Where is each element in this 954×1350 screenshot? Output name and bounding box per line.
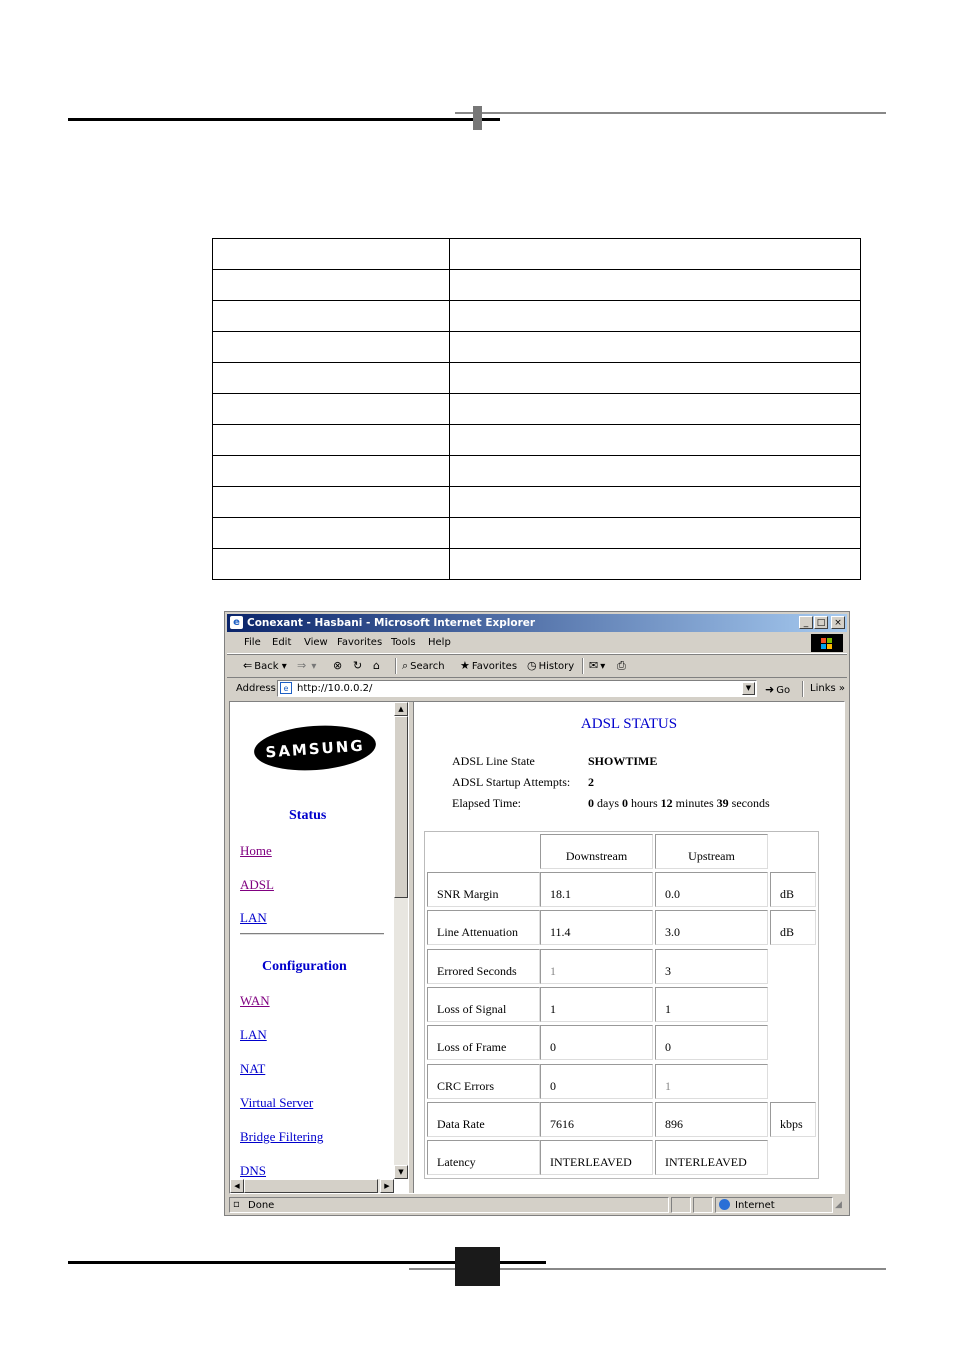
history-label: History	[538, 661, 575, 672]
back-arrow-icon: ⇐	[243, 659, 253, 672]
column-header-downstream: Downstream	[540, 834, 653, 869]
empty-document-table	[212, 238, 861, 580]
row-label: Latency	[427, 1140, 540, 1175]
close-button[interactable]: ×	[831, 616, 845, 629]
table-row	[213, 518, 861, 549]
window-title: Conexant - Hasbani - Microsoft Internet Explorer	[247, 617, 536, 629]
upstream-value: 3.0	[655, 910, 768, 945]
upstream-value: 1	[655, 1064, 768, 1099]
table-row	[213, 239, 861, 270]
nav-link-lan-status[interactable]: LAN	[240, 910, 267, 925]
menu-edit[interactable]: Edit	[272, 637, 292, 648]
left-nav-frame	[230, 702, 408, 1193]
toolbar-separator	[582, 658, 584, 674]
header-thick-rule	[68, 118, 500, 121]
row-label: Loss of Frame	[427, 1025, 540, 1060]
menu-help[interactable]: Help	[428, 637, 451, 648]
row-label: Data Rate	[427, 1102, 540, 1137]
menu-view[interactable]: View	[304, 637, 328, 648]
status-text-panel	[229, 1197, 669, 1213]
go-button[interactable]	[765, 683, 790, 696]
downstream-value: INTERLEAVED	[540, 1140, 653, 1175]
nav-link-bridge-filtering[interactable]: Bridge Filtering	[240, 1129, 324, 1144]
history-button[interactable]	[527, 659, 574, 672]
status-panel	[693, 1197, 713, 1213]
back-button[interactable]	[243, 659, 287, 672]
nav-link-home[interactable]: Home	[240, 843, 272, 858]
nav-link-dns[interactable]: DNS	[240, 1163, 267, 1178]
upstream-value: 3	[655, 949, 768, 984]
startup-attempts-value: 2	[588, 775, 594, 789]
upstream-value: INTERLEAVED	[655, 1140, 768, 1175]
menu-file[interactable]: File	[244, 637, 261, 648]
status-heading: Status	[289, 808, 327, 823]
address-url: http://10.0.0.2/	[297, 683, 373, 694]
elapsed-time-row	[452, 796, 770, 811]
zone-panel	[715, 1197, 833, 1213]
address-input[interactable]	[277, 680, 757, 697]
stop-icon: ⊗	[333, 659, 343, 672]
favorites-button[interactable]	[460, 659, 517, 672]
nav-link-lan-config[interactable]: LAN	[240, 1027, 267, 1042]
downstream-value: 18.1	[540, 872, 653, 907]
mail-button[interactable]: ✉ ▾	[589, 659, 606, 672]
table-row	[213, 301, 861, 332]
table-row	[213, 549, 861, 580]
scroll-up-button[interactable]: ▲	[394, 702, 408, 716]
menu-bar	[227, 633, 847, 654]
nav-link-virtual-server[interactable]: Virtual Server	[240, 1095, 314, 1110]
downstream-value: 7616	[540, 1102, 653, 1137]
downstream-value: 0	[540, 1025, 653, 1060]
home-button[interactable]	[373, 659, 382, 672]
back-label: Back	[254, 661, 279, 672]
upstream-value: 1	[655, 987, 768, 1022]
row-label: CRC Errors	[427, 1064, 540, 1099]
nav-link-adsl[interactable]: ADSL	[240, 877, 274, 892]
nav-divider	[240, 933, 384, 935]
table-row	[213, 394, 861, 425]
logo-text: SAMSUNG	[264, 736, 366, 762]
zone-text: Internet	[735, 1200, 775, 1211]
adsl-status-frame	[414, 702, 844, 1193]
table-row	[213, 487, 861, 518]
browser-window	[224, 611, 850, 1216]
search-icon: ⌕	[402, 659, 409, 672]
minimize-button[interactable]: _	[799, 616, 813, 629]
line-state-label: ADSL Line State	[452, 754, 535, 768]
downstream-value: 1	[540, 987, 653, 1022]
refresh-button[interactable]	[353, 659, 364, 672]
search-button[interactable]	[402, 659, 445, 673]
go-label: Go	[776, 685, 791, 696]
table-row	[213, 425, 861, 456]
samsung-logo	[253, 722, 378, 774]
unit-value: dB	[770, 910, 816, 945]
page-icon: ▫	[233, 1199, 240, 1210]
table-row	[213, 363, 861, 394]
address-bar	[227, 677, 847, 700]
upstream-value: 896	[655, 1102, 768, 1137]
toolbar-separator	[802, 681, 804, 697]
status-panel	[671, 1197, 691, 1213]
favorites-label: Favorites	[471, 661, 518, 672]
row-label: Errored Seconds	[427, 949, 540, 984]
address-label: Address	[236, 683, 276, 694]
status-text: Done	[248, 1200, 275, 1211]
header-thin-rule	[455, 112, 886, 114]
table-row	[213, 270, 861, 301]
table-row	[213, 332, 861, 363]
downstream-value: 1	[540, 949, 653, 984]
elapsed-time-label: Elapsed Time:	[452, 796, 522, 810]
page-icon: e	[280, 682, 292, 694]
forward-button[interactable]: ⇒ ▾	[297, 659, 317, 672]
scroll-thumb[interactable]	[394, 716, 408, 898]
line-state-value: SHOWTIME	[588, 754, 658, 768]
row-label: SNR Margin	[427, 872, 540, 907]
upstream-value: 0.0	[655, 872, 768, 907]
unit-value: kbps	[770, 1102, 816, 1137]
menu-favorites[interactable]: Favorites	[337, 637, 383, 648]
print-icon: ⎙	[617, 659, 626, 672]
standard-toolbar	[227, 654, 847, 678]
chevron-down-icon: ▾	[281, 661, 287, 672]
table-row	[213, 456, 861, 487]
links-button[interactable]	[810, 683, 845, 694]
left-vertical-scrollbar[interactable]	[394, 702, 408, 1179]
favorites-icon: ★	[460, 659, 470, 672]
page-number-box	[455, 1247, 500, 1286]
search-label: Search	[410, 661, 445, 672]
upstream-value: 0	[655, 1025, 768, 1060]
scroll-left-button[interactable]: ◀	[230, 1179, 244, 1193]
header-marker	[473, 106, 482, 130]
refresh-icon: ↻	[353, 659, 363, 672]
page-title: ADSL STATUS	[580, 716, 678, 732]
ie-icon: e	[230, 616, 243, 629]
row-label: Loss of Signal	[427, 987, 540, 1022]
title-bar[interactable]	[227, 614, 847, 632]
startup-attempts-row	[452, 775, 594, 790]
menu-tools[interactable]: Tools	[391, 637, 416, 648]
elapsed-time-value: 0 days 0 hours 12 minutes 39 seconds	[588, 796, 770, 810]
configuration-heading: Configuration	[262, 959, 347, 974]
row-label: Line Attenuation	[427, 910, 540, 945]
nav-link-wan[interactable]: WAN	[240, 993, 270, 1008]
links-label: Links	[810, 683, 836, 694]
chevron-right-icon: »	[838, 683, 846, 694]
stop-button[interactable]	[333, 659, 344, 672]
forward-arrow-icon: ⇒	[297, 659, 307, 672]
content-area	[229, 701, 845, 1194]
horizontal-scroll-thumb[interactable]	[244, 1179, 378, 1193]
resize-grip-icon[interactable]: ◢	[835, 1200, 842, 1210]
scroll-right-button[interactable]: ▶	[380, 1179, 394, 1193]
column-header-upstream: Upstream	[655, 834, 768, 869]
go-arrow-icon: ➜	[765, 683, 775, 696]
adsl-stats-table	[424, 831, 819, 1179]
line-state-row	[452, 754, 658, 769]
downstream-value: 11.4	[540, 910, 653, 945]
mail-icon: ✉	[589, 659, 599, 672]
unit-value: dB	[770, 872, 816, 907]
left-horizontal-scrollbar[interactable]	[230, 1179, 394, 1193]
home-icon: ⌂	[373, 659, 380, 672]
toolbar-separator	[395, 658, 397, 674]
address-dropdown-button[interactable]: ▼	[742, 682, 755, 695]
windows-logo-icon	[811, 634, 843, 652]
nav-link-nat[interactable]: NAT	[240, 1061, 266, 1076]
globe-icon	[719, 1199, 730, 1210]
history-icon: ◷	[527, 659, 537, 672]
maximize-button[interactable]: □	[814, 616, 828, 629]
downstream-value: 0	[540, 1064, 653, 1099]
print-button[interactable]	[617, 659, 628, 673]
startup-attempts-label: ADSL Startup Attempts:	[452, 775, 571, 789]
scroll-down-button[interactable]: ▼	[394, 1165, 408, 1179]
